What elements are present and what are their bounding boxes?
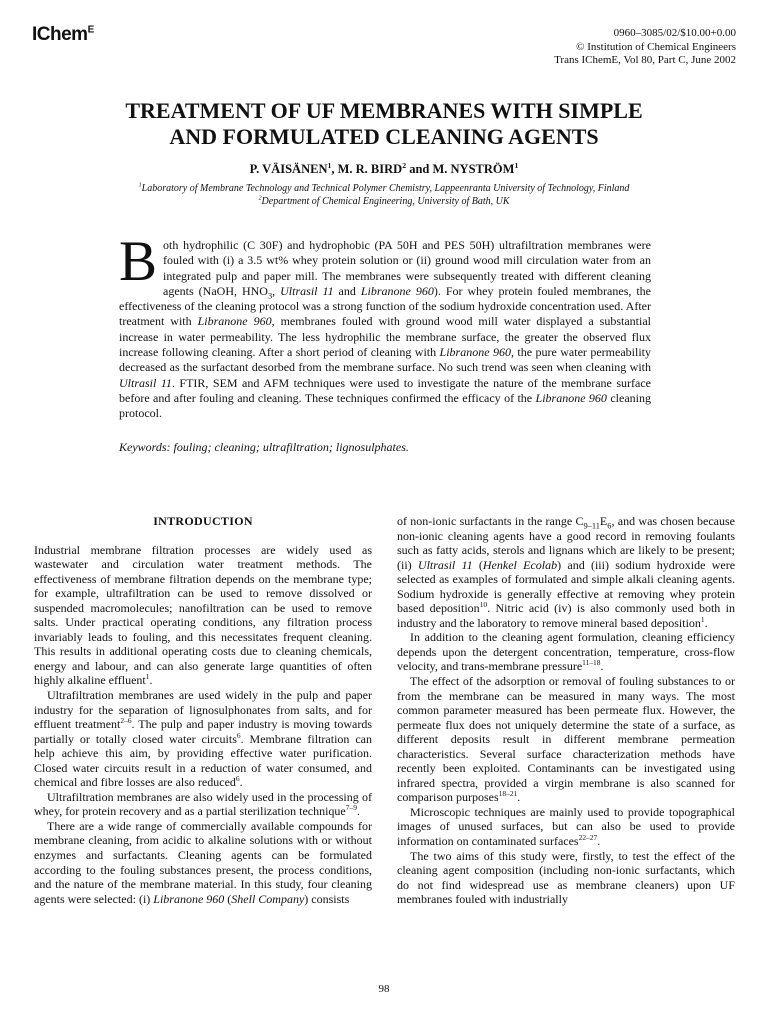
body-paragraph: The two aims of this study were, firstly, to test the effect of the cleaning agent composition (including non-ionic surfactants, which do not find widespread use as membrane cleaners) upon UF membranes fouled with industrially [397, 848, 735, 907]
body-column-left [34, 514, 372, 906]
affiliations [30, 183, 738, 208]
right-paragraphs [397, 514, 735, 907]
body-paragraph: In addition to the cleaning agent formulation, cleaning efficiency depends upon the detergent concentration, temperature, cross-flow velocity, and trans-membrane pressure$^{11-18}$. [397, 630, 735, 674]
affiliation-line: $^1$Laboratory of Membrane Technology and Technical Polymer Chemistry, Lappeenranta University of Technology, Finland [138, 181, 630, 194]
body-paragraph: Industrial membrane filtration processes are widely used as wastewater and circulation water treatment methods. The effectiveness of membrane filtration depends on the membrane type; for example, ultrafiltration can be used to remove dissolved or suspended macromolecules; nanofiltration can be used to remove salts. Under practical operating conditions, any filtration process invariably leads to fouling, and this necessitates frequent cleaning. This results in additional operating costs due to cleaning chemicals, energy and labour, and can also generate large quantities of often highly alkaline effluent$^1$. [34, 542, 372, 688]
pub-code: 0960–3085/02/$10.00+0.00 [613, 27, 736, 39]
publication-info [554, 27, 736, 68]
section-heading-introduction: INTRODUCTION [153, 514, 253, 528]
affiliation-line: $^2$Department of Chemical Engineering, University of Bath, UK [258, 194, 510, 207]
pub-copyright: © Institution of Chemical Engineers [576, 40, 736, 53]
body-paragraph: The effect of the adsorption or removal of fouling substances to or from the membrane can be measured in many ways. The most common parameter measured has been permeate flux. However, the permeate flux does not uniquely determine the state of a surface, as different deposits result in different membrane permeation characteristics. Several surface characterization methods have recently been exploited. Contaminants can be investigated using infrared spectra, provided a virgin membrane is also scanned for comparison purposes$^{18-21}$. [397, 674, 735, 805]
paper-title [40, 98, 728, 150]
author-name: P. VÄISÄNEN [249, 162, 328, 176]
left-paragraphs [34, 543, 372, 907]
abstract [119, 230, 652, 422]
body-paragraph: of non-ionic surfactants in the range $C_{9-11}E_6$, and was chosen because non-ionic cleaning agents have a good record in removing foulants such as fatty acids, sterols and lignans which are likely to be present; (ii) Ultrasil 11 (Henkel Ecolab) and (iii) sodium hydroxide were selected as examples of formulated and simple alkali cleaning agents. Sodium hydroxide is generally effective at removing whey protein based deposition$^{10}$. Nitric acid (iv) is also commonly used both in industry and the laboratory to remove mineral based deposition$^1$. [397, 514, 736, 630]
author-list: P. VÄISÄNEN$^1$, M. R. BIRD$^2$ and M. NYSTRÖM$^1$ [249, 160, 519, 176]
pub-journal: Trans IChemE, Vol 80, Part C, June 2002 [554, 54, 736, 66]
title-line-1: TREATMENT OF UF MEMBRANES WITH SIMPLE [125, 98, 643, 123]
body-paragraph: Ultrafiltration membranes are used widely in the pulp and paper industry for the separation of lignosulphonates from salts, and for effluent treatment$^{2-6}$. The pulp and paper industry is moving towards partially or totally closed water circuits$^6$. Membrane filtration can help achieve this aim, by providing effective water purification. Closed water circuits result in a reduction of water consumed, and chemical and fibre losses are also reduced$^6$. [34, 688, 372, 790]
author-name: M. R. BIRD [337, 162, 403, 176]
title-line-2: AND FORMULATED CLEANING AGENTS [169, 124, 599, 149]
author-affiliation-mark: 2 [402, 160, 407, 170]
keywords: Keywords: fouling; cleaning; ultrafiltration; lignosulphates. [119, 440, 409, 454]
abstract-dropcap: B [119, 230, 158, 293]
author-name: M. NYSTRÖM [432, 162, 515, 176]
body-paragraph: There are a wide range of commercially available compounds for membrane cleaning, from acidic to alkaline solutions with or without enzymes and surfactants. Cleaning agents can be formulated according to the fouling substances present, the process conditions, and the nature of the membrane material. In this study, four cleaning agents were selected: (i) Libranone 960 (Shell Company) consists [34, 818, 372, 906]
body-paragraph: Ultrafiltration membranes are also widely used in the processing of whey, for protein recovery and as a partial sterilization technique$^{7-9}$. [34, 789, 372, 819]
journal-logo: IChem$^E$ [32, 24, 94, 45]
body-paragraph: Microscopic techniques are mainly used to provide topographical images of unused surfaces, but can also be used to provide information on contaminated surfaces$^{22-27}$. [397, 804, 735, 849]
body-column-right [397, 514, 735, 907]
author-affiliation-mark: 1 [327, 160, 332, 170]
abstract-text: oth hydrophilic (C 30F) and hydrophobic (PA 50H and PES 50H) ultrafiltration membranes were fouled with (i) a 3.5 wt% whey protein solution or (ii) ground wood mill circulation water from an integrated pulp and paper mill. The membranes were subsequently treated with different cleaning agents (NaOH, $HNO_3$, Ultrasil 11 and Libranone 960). For whey protein fouled membranes, the effectiveness of the cleaning protocol was a strong function of the sodium hydroxide concentration used. After treatment with Libranone 960, membranes fouled with ground wood mill water displayed a substantial increase in water permeability. The less hydrophilic the membrane surface, the greater the observed flux increase following cleaning. After a short period of cleaning with Libranone 960, the pure water permeability decreased as the surfactant desorbed from the membrane surface. No such trend was seen when cleaning with Ultrasil 11. FTIR, SEM and AFM techniques were used to investigate the nature of the membrane surface before and after fouling and cleaning. These techniques confirmed the efficacy of the Libranone 960 cleaning protocol. [119, 238, 652, 421]
page-number: 98 [378, 983, 390, 995]
author-affiliation-mark: 1 [514, 160, 519, 170]
